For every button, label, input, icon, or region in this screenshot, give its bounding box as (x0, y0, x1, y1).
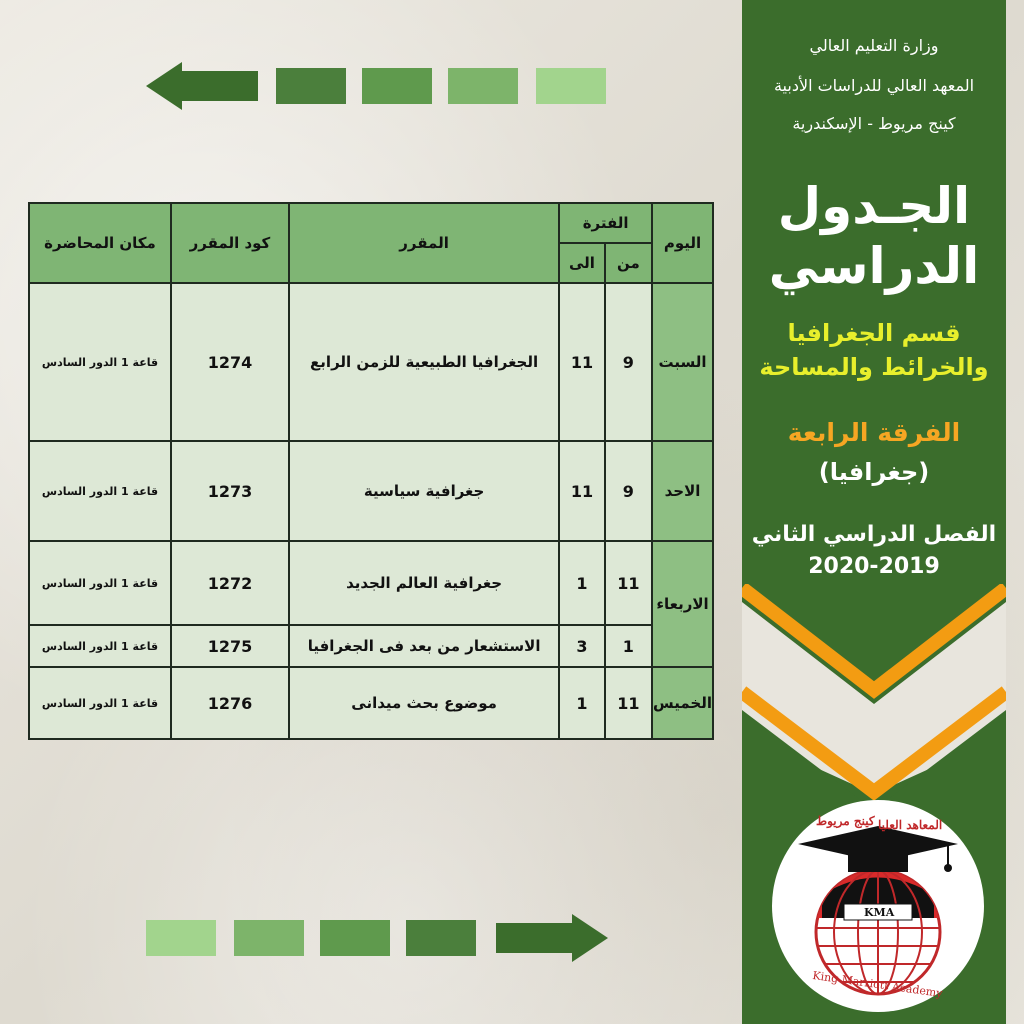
header-code: كود المقرر (171, 203, 289, 283)
day-cell: الخميس (652, 667, 713, 739)
location-line: كينج مريوط - الإسكندرية (792, 114, 956, 133)
logo-english-name: King Marriott Academy (811, 968, 944, 1001)
to-cell: 3 (559, 625, 604, 667)
header-period: الفترة (559, 203, 652, 243)
location-cell: قاعة 1 الدور السادس (29, 625, 171, 667)
bar-decoration (320, 920, 390, 956)
from-cell: 9 (605, 441, 652, 541)
header-from: من (605, 243, 652, 283)
course-cell: جغرافية سياسية (289, 441, 559, 541)
code-cell: 1272 (171, 541, 289, 625)
ministry-line: وزارة التعليم العالي (809, 36, 939, 55)
bar-decoration (276, 68, 346, 104)
department-line-1: قسم الجغرافيا (787, 319, 961, 347)
left-arrow-decoration (146, 62, 258, 110)
course-cell: موضوع بحث ميدانى (289, 667, 559, 739)
logo-arabic-top: المعاهد العليا (878, 818, 943, 832)
logo-abbr: KMA (864, 906, 895, 919)
from-cell: 11 (605, 667, 652, 739)
semester-label: الفصل الدراسي الثاني (751, 522, 997, 547)
from-cell: 9 (605, 283, 652, 441)
bar-decoration (146, 920, 216, 956)
logo-arabic-name: كينج مريوط (816, 814, 875, 828)
schedule-table-wrapper (28, 202, 714, 740)
code-cell: 1274 (171, 283, 289, 441)
from-cell: 11 (605, 541, 652, 625)
schedule-table (28, 202, 714, 740)
to-cell: 1 (559, 541, 604, 625)
course-cell: الجغرافيا الطبيعية للزمن الرابع (289, 283, 559, 441)
course-cell: الاستشعار من بعد فى الجغرافيا (289, 625, 559, 667)
institute-line: المعهد العالي للدراسات الأدبية (773, 76, 975, 95)
to-cell: 11 (559, 283, 604, 441)
table-row (29, 625, 713, 667)
bar-decoration (234, 920, 304, 956)
to-cell: 11 (559, 441, 604, 541)
bar-decoration (406, 920, 476, 956)
bar-decoration (362, 68, 432, 104)
year-label: الفرقة الرابعة (787, 418, 961, 447)
table-row (29, 441, 713, 541)
chevron-decoration (742, 584, 1006, 814)
course-cell: جغرافية العالم الجديد (289, 541, 559, 625)
code-cell: 1276 (171, 667, 289, 739)
header-location: مكان المحاضرة (29, 203, 171, 283)
location-cell: قاعة 1 الدور السادس (29, 541, 171, 625)
header-to: الى (559, 243, 604, 283)
location-cell: قاعة 1 الدور السادس (29, 667, 171, 739)
title-line-2: الدراسي (768, 237, 980, 295)
table-row (29, 667, 713, 739)
code-cell: 1273 (171, 441, 289, 541)
academy-logo (772, 800, 984, 1012)
bar-decoration (536, 68, 606, 104)
code-cell: 1275 (171, 625, 289, 667)
academic-year-label: 2020-2019 (808, 554, 940, 579)
table-row (29, 283, 713, 441)
title-line-1: الجـدول (777, 177, 971, 235)
department-line-2: والخرائط والمساحة (759, 353, 989, 381)
header-day: اليوم (652, 203, 713, 283)
specialization-label: (جغرافيا) (818, 458, 930, 486)
location-cell: قاعة 1 الدور السادس (29, 441, 171, 541)
to-cell: 1 (559, 667, 604, 739)
location-cell: قاعة 1 الدور السادس (29, 283, 171, 441)
header-course: المقرر (289, 203, 559, 283)
bar-decoration (448, 68, 518, 104)
from-cell: 1 (605, 625, 652, 667)
table-row (29, 541, 713, 625)
right-arrow-decoration (496, 914, 608, 962)
day-cell: السبت (652, 283, 713, 441)
day-cell: الاحد (652, 441, 713, 541)
day-cell: الاربعاء (652, 541, 713, 667)
